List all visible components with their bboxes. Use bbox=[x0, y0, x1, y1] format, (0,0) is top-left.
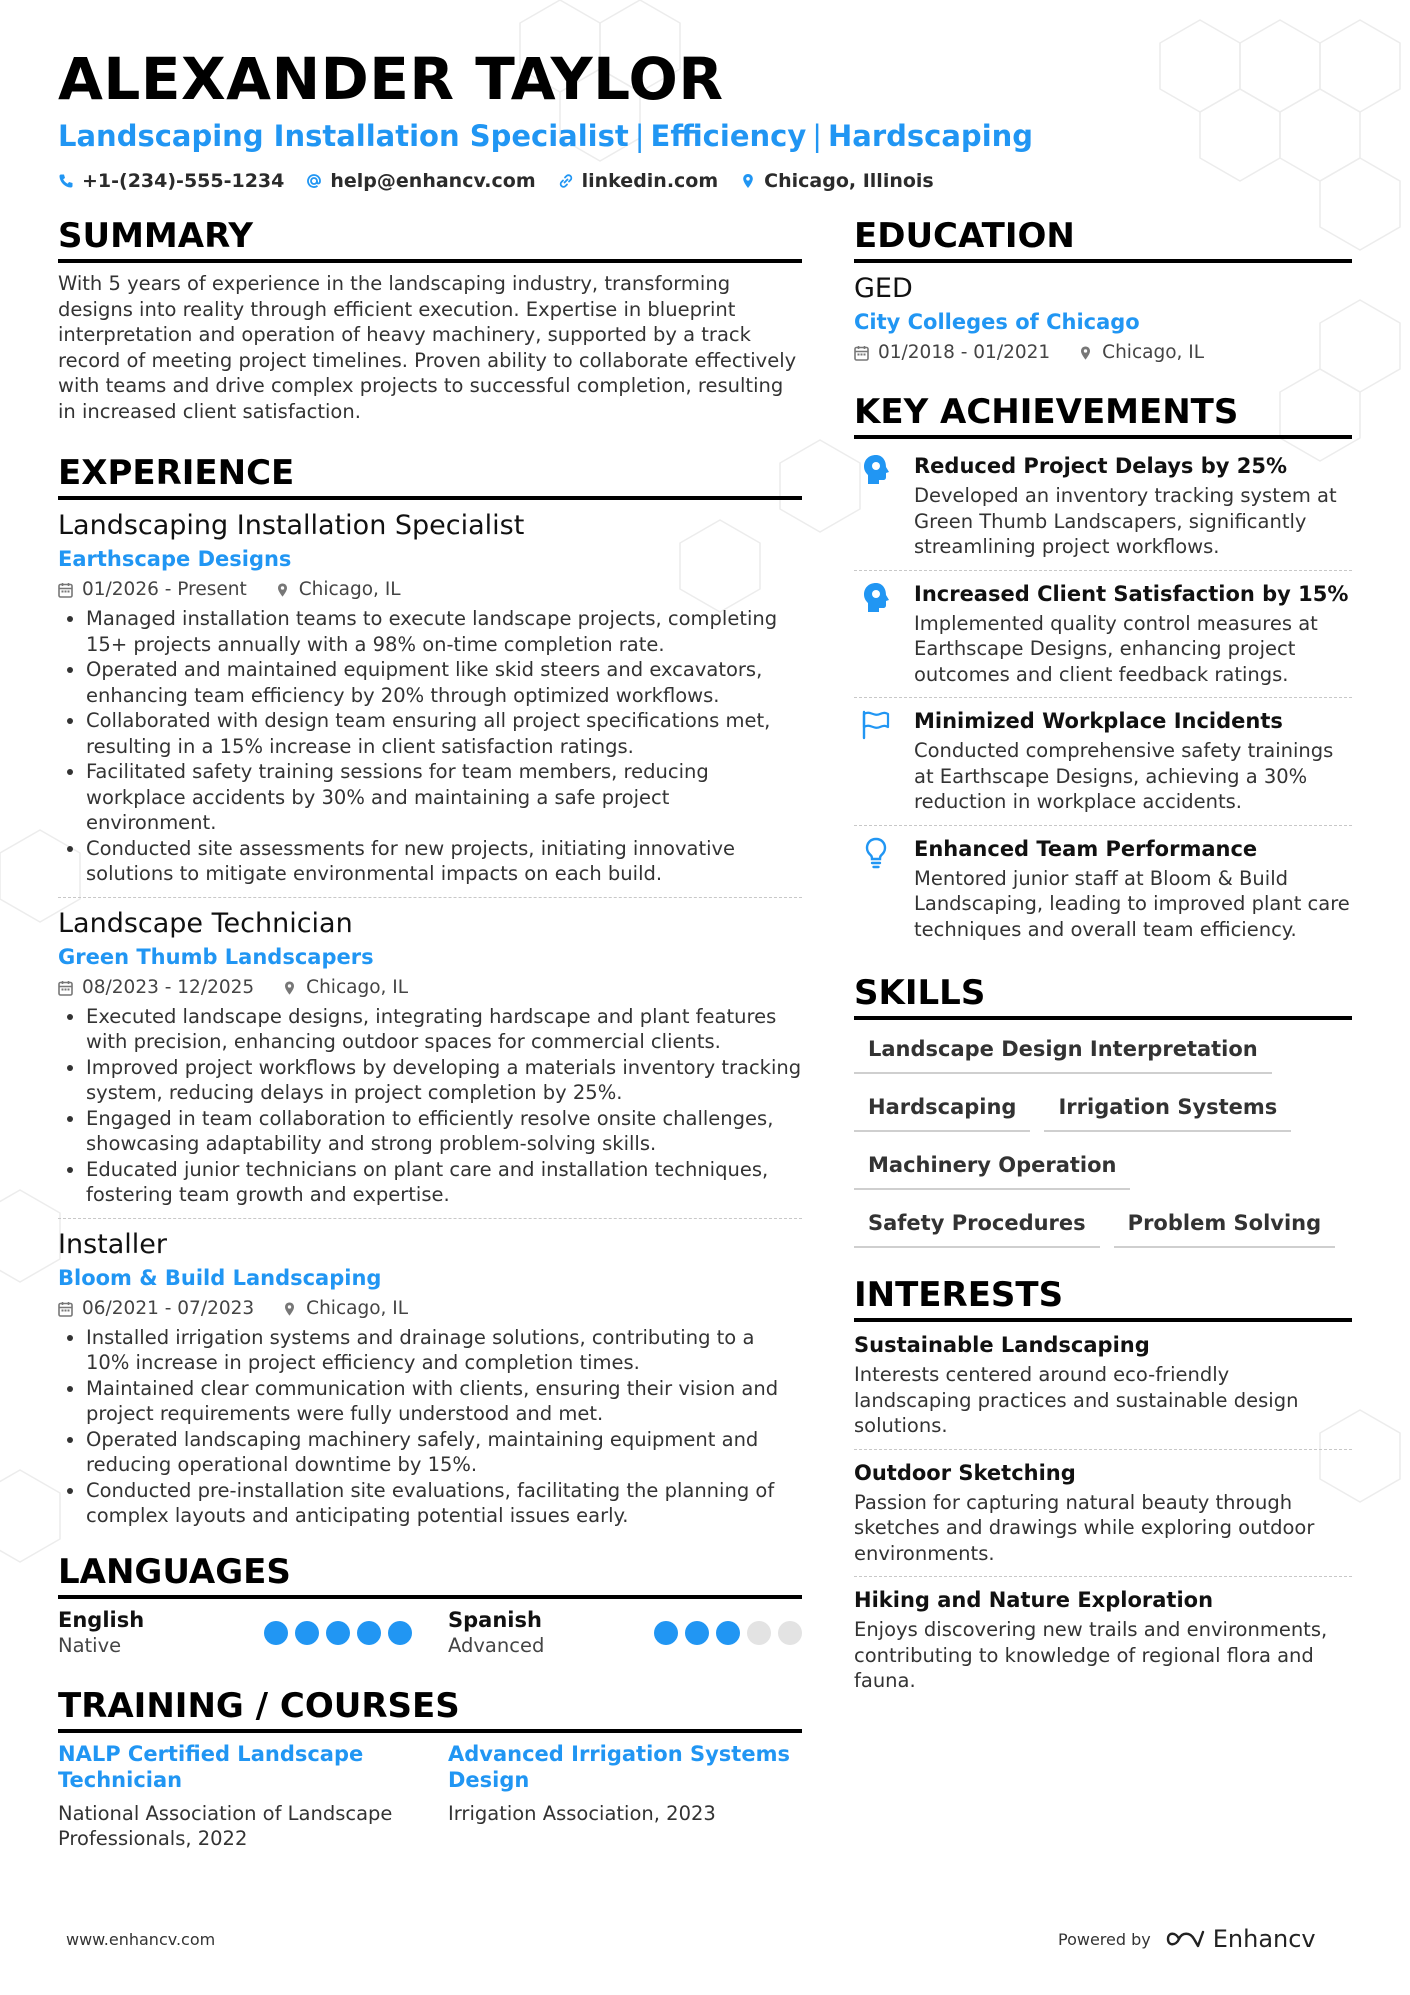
job-bullet: • Conducted pre-installation site evaluations, facilitating the planning of complex layouts and anticipating potential issues early. bbox=[86, 1478, 802, 1529]
location-pin-icon bbox=[275, 582, 290, 598]
flag-icon bbox=[854, 706, 898, 815]
course-item bbox=[58, 1741, 412, 1852]
job-meta bbox=[58, 974, 802, 1002]
job-dates-text: 06/2021 - 07/2023 bbox=[82, 1297, 255, 1319]
location-pin-icon bbox=[282, 1301, 297, 1317]
job-bullet: • Operated landscaping machinery safely, maintaining equipment and reducing operational downtime by 15%. bbox=[86, 1427, 802, 1478]
interests-section bbox=[854, 1274, 1352, 1704]
job-bullet: • Improved project workflows by developing a materials inventory tracking system, reducing delays in project completion by 25%. bbox=[86, 1055, 802, 1106]
left-column bbox=[58, 215, 802, 1852]
rating-dot-filled bbox=[357, 1621, 381, 1645]
language-item bbox=[448, 1607, 802, 1659]
powered-by-label: Powered by bbox=[1058, 1929, 1151, 1949]
achievement-item bbox=[854, 447, 1352, 571]
languages-heading: LANGUAGES bbox=[58, 1551, 802, 1599]
rating-dot-empty bbox=[778, 1621, 802, 1645]
job-location bbox=[282, 974, 408, 1002]
at-icon bbox=[306, 173, 322, 189]
brand-name: Enhancv bbox=[1212, 1925, 1316, 1953]
language-level: Advanced bbox=[448, 1633, 545, 1657]
right-column bbox=[854, 215, 1352, 1712]
head-icon bbox=[854, 451, 898, 560]
candidate-name: ALEXANDER TAYLOR bbox=[58, 45, 724, 113]
school-name: City Colleges of Chicago bbox=[854, 310, 1140, 334]
calendar-icon bbox=[58, 980, 73, 996]
job-bullet: • Installed irrigation systems and drainage solutions, contributing to a 10% increase in project efficiency and completion times. bbox=[86, 1325, 802, 1376]
education-dates bbox=[854, 339, 1050, 367]
skill-tag: Landscape Design Interpretation bbox=[854, 1030, 1272, 1074]
rating-dot-filled bbox=[326, 1621, 350, 1645]
achievement-title: Reduced Project Delays by 25% bbox=[914, 454, 1288, 478]
education-location bbox=[1078, 339, 1204, 367]
calendar-icon bbox=[58, 582, 73, 598]
job-bullets bbox=[58, 1325, 802, 1529]
headline bbox=[58, 116, 1033, 156]
interest-text: Interests centered around eco-friendly landscaping practices and sustainable design solutions. bbox=[854, 1363, 1299, 1437]
location-pin-icon bbox=[740, 173, 756, 189]
skill-tag: Irrigation Systems bbox=[1044, 1088, 1291, 1132]
lightbulb-icon bbox=[854, 834, 898, 943]
job-bullet: • Facilitated safety training sessions for team members, reducing workplace accidents by 30% and maintaining a safe project environment. bbox=[86, 759, 802, 836]
linkedin-text: linkedin.com bbox=[581, 170, 719, 192]
interest-item bbox=[854, 1458, 1352, 1578]
job-location bbox=[282, 1295, 408, 1323]
job-entry bbox=[58, 508, 802, 898]
education-dates-text: 01/2018 - 01/2021 bbox=[878, 342, 1051, 363]
job-bullets bbox=[58, 606, 802, 887]
headline-separator: | bbox=[634, 119, 645, 153]
skills-section bbox=[854, 972, 1352, 1248]
job-location-text: Chicago, IL bbox=[298, 579, 401, 600]
education-location-text: Chicago, IL bbox=[1102, 342, 1205, 363]
job-meta bbox=[58, 576, 802, 604]
course-list bbox=[58, 1741, 802, 1852]
job-bullet: • Engaged in team collaboration to efficiently resolve onsite challenges, showcasing adaptability and strong problem-solving skills. bbox=[86, 1106, 802, 1157]
course-title: NALP Certified Landscape Technician bbox=[58, 1741, 364, 1792]
languages-section bbox=[58, 1551, 802, 1659]
job-bullet: • Operated and maintained equipment like skid steers and excavators, enhancing team efficiency by 20% through optimized workflows. bbox=[86, 657, 802, 708]
email-text: help@enhancv.com bbox=[330, 170, 536, 192]
location-pin-icon bbox=[282, 980, 297, 996]
job-bullet: • Educated junior technicians on plant care and installation techniques, fostering team growth and expertise. bbox=[86, 1157, 802, 1208]
summary-text: With 5 years of experience in the landscaping industry, transforming designs into reality through efficient execution. Expertise in blueprint interpretation and operation of heavy machinery, supported by a track record of meeting project timelines. Proven ability to collaborate effectively with teams and drive complex projects to successful completion, resulting in increased client satisfaction. bbox=[58, 272, 797, 423]
phone-text: +1-(234)-555-1234 bbox=[82, 170, 285, 192]
skills-heading: SKILLS bbox=[854, 972, 1352, 1020]
education-section bbox=[854, 215, 1352, 367]
job-dates bbox=[58, 576, 247, 604]
company-name: Green Thumb Landscapers bbox=[58, 944, 374, 969]
headline-part: Efficiency bbox=[650, 119, 807, 153]
contact-phone[interactable] bbox=[58, 168, 284, 194]
job-dates bbox=[58, 1295, 254, 1323]
job-bullets bbox=[58, 1004, 802, 1208]
contact-bar bbox=[58, 168, 934, 194]
summary-section bbox=[58, 215, 802, 424]
achievement-text: Conducted comprehensive safety trainings at Earthscape Designs, achieving a 30% reduction in workplace accidents. bbox=[914, 739, 1334, 813]
company-name: Earthscape Designs bbox=[58, 547, 292, 571]
rating-dot-filled bbox=[295, 1621, 319, 1645]
headline-part: Landscaping Installation Specialist bbox=[58, 119, 629, 153]
skill-tag: Hardscaping bbox=[854, 1088, 1030, 1132]
course-title: Advanced Irrigation Systems Design bbox=[448, 1741, 790, 1792]
brand-logo bbox=[1165, 1925, 1316, 1953]
head-icon bbox=[854, 579, 898, 688]
course-item bbox=[448, 1741, 802, 1852]
achievements-heading: KEY ACHIEVEMENTS bbox=[854, 391, 1352, 439]
language-name: Spanish bbox=[448, 1607, 542, 1632]
job-dates bbox=[58, 974, 254, 1002]
rating-dot-filled bbox=[264, 1621, 288, 1645]
job-dates-text: 01/2026 - Present bbox=[82, 579, 247, 600]
experience-heading: EXPERIENCE bbox=[58, 452, 802, 500]
job-entry bbox=[58, 906, 802, 1219]
phone-icon bbox=[58, 173, 74, 189]
skill-tag: Machinery Operation bbox=[854, 1146, 1130, 1190]
interest-title: Hiking and Nature Exploration bbox=[854, 1588, 1214, 1612]
training-heading: TRAINING / COURSES bbox=[58, 1685, 802, 1733]
achievement-title: Enhanced Team Performance bbox=[914, 836, 1258, 861]
rating-dot-filled bbox=[685, 1621, 709, 1645]
achievement-title: Minimized Workplace Incidents bbox=[914, 709, 1283, 733]
course-provider: Irrigation Association, 2023 bbox=[448, 1801, 716, 1825]
location-text: Chicago, Illinois bbox=[764, 170, 934, 192]
calendar-icon bbox=[854, 345, 869, 361]
interests-heading: INTERESTS bbox=[854, 1274, 1352, 1322]
location-pin-icon bbox=[1078, 345, 1093, 361]
achievement-text: Developed an inventory tracking system at Green Thumb Landscapers, significantly streamlining project workflows. bbox=[914, 484, 1337, 558]
achievement-text: Implemented quality control measures at Earthscape Designs, enhancing project outcomes and client feedback ratings. bbox=[914, 611, 1318, 686]
footer-branding[interactable] bbox=[1058, 1925, 1316, 1953]
job-bullet: • Managed installation teams to execute landscape projects, completing 15+ projects annually with a 98% on-time completion rate. bbox=[86, 606, 802, 657]
job-title: Installer bbox=[58, 1228, 167, 1260]
language-list bbox=[58, 1607, 802, 1659]
contact-location bbox=[740, 168, 934, 194]
job-bullet: • Maintained clear communication with clients, ensuring their vision and project requirements were fully understood and met. bbox=[86, 1376, 802, 1427]
job-location-text: Chicago, IL bbox=[306, 1297, 409, 1319]
degree: GED bbox=[854, 273, 913, 304]
interest-item bbox=[854, 1330, 1352, 1450]
job-bullet: • Executed landscape designs, integrating hardscape and plant features with precision, enhancing outdoor spaces for commercial clients. bbox=[86, 1004, 802, 1055]
interest-title: Sustainable Landscaping bbox=[854, 1333, 1150, 1357]
rating-dot-filled bbox=[388, 1621, 412, 1645]
achievements-section bbox=[854, 391, 1352, 952]
training-section bbox=[58, 1685, 802, 1852]
rating-dot-empty bbox=[747, 1621, 771, 1645]
contact-email[interactable] bbox=[306, 168, 535, 194]
contact-linkedin[interactable] bbox=[558, 168, 719, 194]
rating-dot-filled bbox=[654, 1621, 678, 1645]
interest-title: Outdoor Sketching bbox=[854, 1460, 1076, 1485]
headline-part: Hardscaping bbox=[828, 119, 1034, 153]
language-item bbox=[58, 1607, 412, 1659]
job-title: Landscaping Installation Specialist bbox=[58, 510, 525, 541]
job-dates-text: 08/2023 - 12/2025 bbox=[82, 976, 255, 998]
job-location bbox=[275, 576, 401, 604]
job-meta bbox=[58, 1295, 802, 1323]
job-title: Landscape Technician bbox=[58, 907, 353, 939]
achievement-item bbox=[854, 575, 1352, 699]
skill-list bbox=[854, 1030, 1352, 1248]
headline-separator: | bbox=[812, 119, 823, 153]
interest-item bbox=[854, 1585, 1352, 1704]
company-name: Bloom & Build Landscaping bbox=[58, 1265, 382, 1290]
achievement-title: Increased Client Satisfaction by 15% bbox=[914, 581, 1349, 606]
course-provider: National Association of Landscape Professionals, 2022 bbox=[58, 1801, 393, 1850]
experience-section bbox=[58, 452, 802, 1539]
footer-website[interactable]: www.enhancv.com bbox=[66, 1930, 216, 1949]
skill-tag: Problem Solving bbox=[1114, 1204, 1335, 1248]
job-location-text: Chicago, IL bbox=[306, 976, 409, 998]
achievement-text: Mentored junior staff at Bloom & Build Landscaping, leading to improved plant care techniques and overall team efficiency. bbox=[914, 866, 1350, 941]
language-rating bbox=[654, 1621, 802, 1645]
job-bullet: • Conducted site assessments for new projects, initiating innovative solutions to mitigate environmental impacts on each build. bbox=[86, 836, 802, 887]
education-heading: EDUCATION bbox=[854, 215, 1352, 263]
job-bullet: • Collaborated with design team ensuring all project specifications met, resulting in a 15% increase in client satisfaction ratings. bbox=[86, 708, 802, 759]
interest-text: Passion for capturing natural beauty through sketches and drawings while exploring outdoor environments. bbox=[854, 1490, 1315, 1565]
language-level: Native bbox=[58, 1633, 122, 1657]
rating-dot-filled bbox=[716, 1621, 740, 1645]
language-name: English bbox=[58, 1607, 145, 1632]
job-entry bbox=[58, 1227, 802, 1539]
language-rating bbox=[264, 1621, 412, 1645]
interest-text: Enjoys discovering new trails and environments, contributing to knowledge of regional flora and fauna. bbox=[854, 1618, 1328, 1692]
education-meta bbox=[854, 339, 1352, 367]
achievement-item bbox=[854, 830, 1352, 953]
link-icon bbox=[558, 173, 574, 189]
summary-heading: SUMMARY bbox=[58, 215, 802, 263]
calendar-icon bbox=[58, 1301, 73, 1317]
achievement-item bbox=[854, 702, 1352, 826]
enhancv-logo-icon bbox=[1165, 1928, 1205, 1950]
skill-tag: Safety Procedures bbox=[854, 1204, 1100, 1248]
